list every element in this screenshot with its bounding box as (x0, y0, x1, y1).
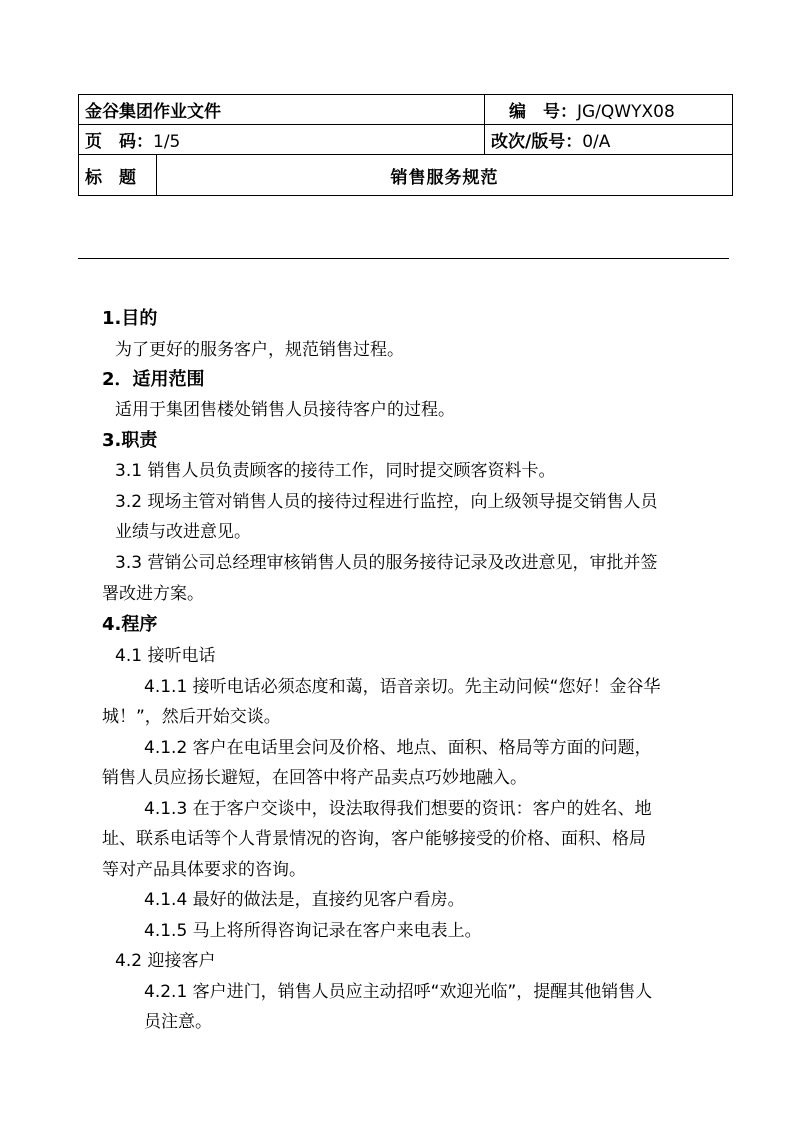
paragraph: 4.1.1 接听电话必须态度和蔼，语音亲切。先主动问候“您好！金谷华 (144, 677, 661, 697)
paragraph: 4.2.1 客户进门，销售人员应主动招呼“欢迎光临”，提醒其他销售人 (144, 982, 653, 1002)
doc-number-value: JG/QWYX08 (577, 102, 675, 122)
paragraph: 址、联系电话等个人背景情况的咨询，客户能够接受的价格、面积、格局 (102, 829, 646, 849)
section-heading-purpose: 1.目的 (102, 308, 158, 329)
paragraph: 3.3 营销公司总经理审核销售人员的服务接待记录及改进意见，审批并签 (115, 553, 658, 573)
page-number-label: 页 码： (85, 132, 153, 152)
revision-value: 0/A (582, 132, 611, 152)
paragraph: 4.1.2 客户在电话里会问及价格、地点、面积、格局等方面的问题， (144, 738, 652, 758)
paragraph: 4.1.3 在于客户交谈中，设法取得我们想要的资讯：客户的姓名、地 (144, 799, 652, 819)
paragraph: 3.1 销售人员负责顾客的接待工作，同时提交顾客资料卡。 (115, 461, 556, 481)
page-number-cell (79, 125, 485, 155)
paragraph: 为了更好的服务客户，规范销售过程。 (115, 340, 404, 360)
section-heading-responsibilities: 3.职责 (102, 430, 158, 451)
page-number-value: 1/5 (153, 132, 181, 152)
document-header-table (78, 94, 733, 196)
paragraph: 3.2 现场主管对销售人员的接待过程进行监控，向上级领导提交销售人员 (115, 492, 658, 512)
paragraph: 业绩与改进意见。 (115, 522, 251, 542)
section-heading-scope: 2．适用范围 (102, 369, 205, 390)
paragraph: 4.1.4 最好的做法是，直接约见客户看房。 (144, 890, 465, 910)
paragraph: 等对产品具体要求的咨询。 (102, 860, 306, 880)
paragraph: 销售人员应扬长避短，在回答中将产品卖点巧妙地融入。 (102, 768, 527, 788)
header-divider (78, 258, 729, 259)
company-doc-label: 金谷集团作业文件 (79, 95, 485, 125)
title-label: 标 题 (79, 155, 157, 196)
doc-number-cell (485, 95, 733, 125)
document-title: 销售服务规范 (157, 155, 733, 196)
doc-number-label: 编 号： (509, 102, 577, 122)
paragraph: 员注意。 (144, 1012, 212, 1032)
revision-cell (485, 125, 733, 155)
paragraph: 城！”，然后开始交谈。 (102, 707, 281, 727)
revision-label: 改次/版号： (491, 132, 583, 152)
paragraph: 署改进方案。 (102, 584, 204, 604)
subsection-heading: 4.2 迎接客户 (115, 951, 216, 971)
paragraph: 适用于集团售楼处销售人员接待客户的过程。 (115, 400, 455, 420)
subsection-heading: 4.1 接听电话 (115, 646, 216, 666)
paragraph: 4.1.5 马上将所得咨询记录在客户来电表上。 (144, 921, 482, 941)
section-heading-procedure: 4.程序 (102, 614, 158, 635)
